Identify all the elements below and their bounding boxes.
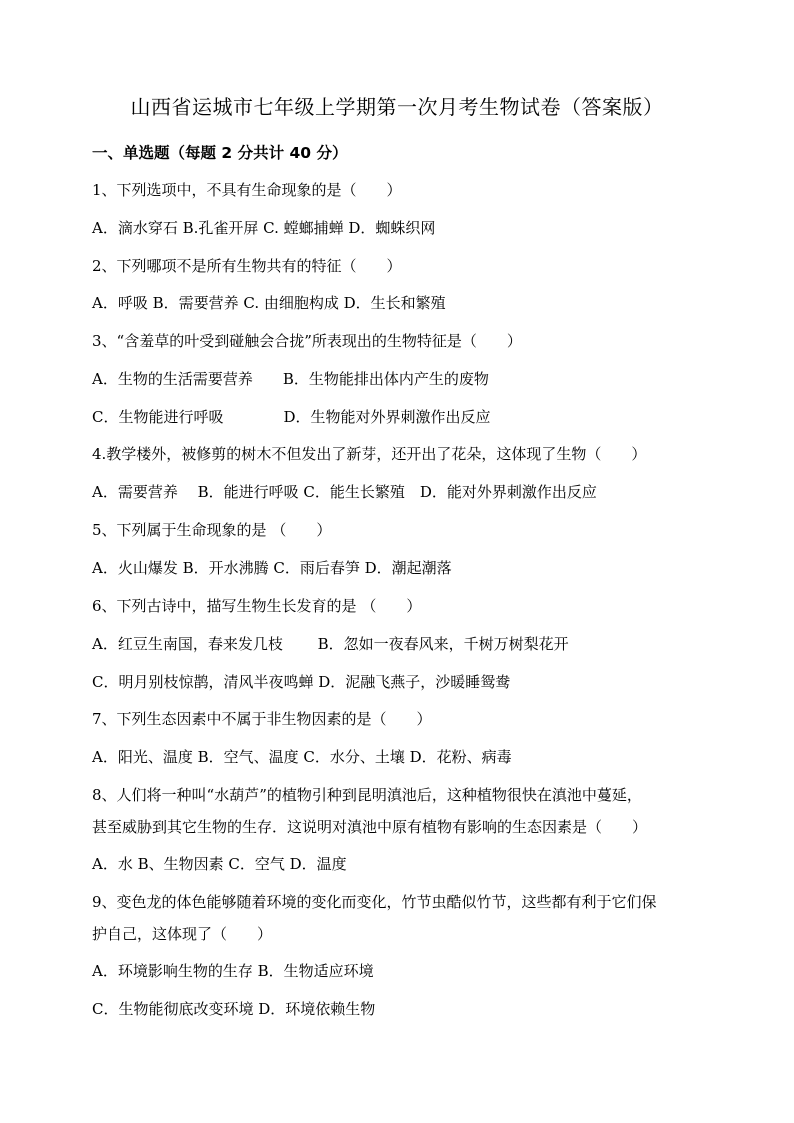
question-9-line-1: 9、变色龙的体色能够随着环境的变化而变化，竹节虫酷似竹节，这些都有利于它们保 <box>92 893 657 911</box>
question-4-options: A．需要营养 B．能进行呼吸 C．能生长繁殖 D．能对外界刺激作出反应 <box>92 483 597 501</box>
question-8-options: A．水 B、生物因素 C．空气 D．温度 <box>92 855 347 873</box>
question-9-options-c-d: C．生物能彻底改变环境 D．环境依赖生物 <box>92 1000 376 1018</box>
question-2: 2、下列哪项不是所有生物共有的特征（ ） <box>92 257 402 275</box>
question-7: 7、下列生态因素中不属于非生物因素的是（ ） <box>92 710 432 728</box>
question-6-options-a-b: A．红豆生南国，春来发几枝 B．忽如一夜春风来，千树万树梨花开 <box>92 635 569 653</box>
question-3-options-a-b: A．生物的生活需要营养 B．生物能排出体内产生的废物 <box>92 370 489 388</box>
question-1-options: A．滴水穿石 B.孔雀开屏 C. 螳螂捕蝉 D．蜘蛛织网 <box>92 219 436 237</box>
document-title: 山西省运城市七年级上学期第一次月考生物试卷（答案版） <box>130 95 664 119</box>
section-heading: 一、单选题（每题 2 分共计 40 分） <box>92 144 348 162</box>
question-9-options-a-b: A．环境影响生物的生存 B．生物适应环境 <box>92 962 374 980</box>
question-8-line-1: 8、人们将一种叫“水葫芦”的植物引种到昆明滇池后，这种植物很快在滇池中蔓延， <box>92 786 642 804</box>
question-6-options-c-d: C．明月别枝惊鹊，清风半夜鸣蝉 D．泥融飞燕子，沙暖睡鸳鸯 <box>92 673 511 691</box>
question-1: 1、下列选项中，不具有生命现象的是（ ） <box>92 181 402 199</box>
question-7-options: A．阳光、温度 B．空气、温度 C．水分、土壤 D．花粉、病毒 <box>92 748 512 766</box>
question-5: 5、下列属于生命现象的是 （ ） <box>92 521 332 539</box>
question-5-options: A．火山爆发 B．开水沸腾 C．雨后春笋 D．潮起潮落 <box>92 559 452 577</box>
question-3-options-c-d: C．生物能进行呼吸 D．生物能对外界刺激作出反应 <box>92 408 491 426</box>
question-6: 6、下列古诗中，描写生物生长发育的是 （ ） <box>92 597 422 615</box>
question-4: 4.教学楼外，被修剪的树木不但发出了新芽，还开出了花朵，这体现了生物（ ） <box>92 445 647 463</box>
question-9-line-2: 护自己，这体现了（ ） <box>92 925 273 943</box>
question-3: 3、“含羞草的叶受到碰触会合拢”所表现出的生物特征是（ ） <box>92 332 522 350</box>
question-8-line-2: 甚至威胁到其它生物的生存．这说明对滇池中原有植物有影响的生态因素是（ ） <box>92 818 648 836</box>
question-2-options: A．呼吸 B．需要营养 C. 由细胞构成 D．生长和繁殖 <box>92 294 446 312</box>
